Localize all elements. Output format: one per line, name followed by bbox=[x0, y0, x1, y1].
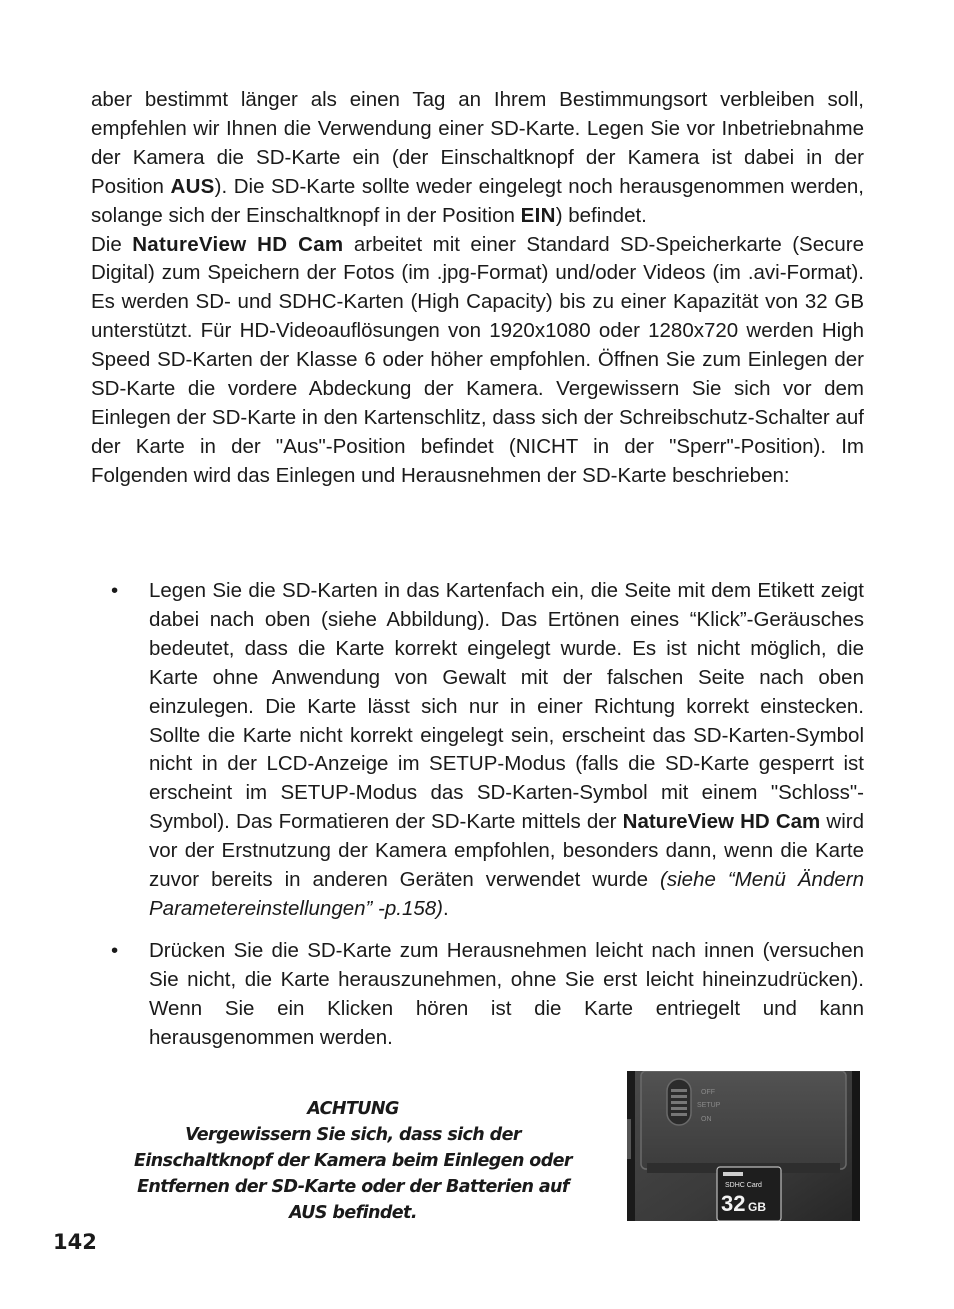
card-capacity-unit: GB bbox=[748, 1200, 766, 1214]
housing-clip bbox=[627, 1119, 631, 1159]
bullet-list bbox=[91, 577, 864, 1066]
bullet-marker: • bbox=[111, 579, 119, 602]
power-switch bbox=[667, 1079, 691, 1125]
sd-card bbox=[717, 1167, 781, 1221]
sd-card-photo bbox=[627, 1071, 860, 1221]
housing-right-edge bbox=[852, 1071, 860, 1221]
camera-card-slot-illustration bbox=[627, 1071, 860, 1221]
switch-label-setup: SETUP bbox=[697, 1102, 721, 1109]
bold-aus: AUS bbox=[170, 174, 215, 198]
card-type-label: SDHC Card bbox=[725, 1182, 762, 1189]
switch-label-off: OFF bbox=[701, 1089, 715, 1096]
list-item-remove-card: • Drücken Sie die SD-Karte zum Herausnehmen leicht nach innen (versuchen Sie nicht, die Karte herauszunehmen, ohne Sie erst leicht hineinzudrücken). Wenn Sie ein Klicken hören ist die Karte entriegelt und kann herausgenommen werden. bbox=[111, 938, 864, 1049]
paragraph-sd-card-intro: aber bestimmt länger als einen Tag an Ihrem Bestimmungsort verbleiben soll, empfehlen wir Ihnen die Verwendung einer SD-Karte. Legen Sie vor Inbetriebnahme der Kamera die SD-Karte ein (der Einschaltknopf der Kamera ist dabei in der Position AUS). Die SD-Karte sollte weder eingelegt noch herausgenommen werden, solange sich der Einschaltknopf in der Position EIN) befindet. bbox=[91, 88, 864, 227]
warning-box bbox=[120, 1096, 586, 1226]
bold-product-name: NatureView HD Cam bbox=[622, 810, 821, 834]
switch-label-on: ON bbox=[701, 1116, 712, 1123]
cross-reference: (siehe “Menü Ändern Parametereinstellungen” -p.158) bbox=[149, 868, 864, 920]
warning-title: ACHTUNG bbox=[307, 1099, 399, 1119]
bullet-marker: • bbox=[111, 938, 119, 962]
paragraph-sd-card-specs: Die NatureView HD Cam arbeitet mit einer Standard SD-Speicherkarte (Secure Digital) zum Speichern der Fotos (im .jpg-Format) und/oder Videos (im .avi-Format). Es werden SD- und SDHC-Karten (High Capacity) bis zu einer Kapazität von 32 GB unterstützt. Für HD-Videoauflösungen von 1920x1080 oder 1280x720 werden High Speed SD-Karten der Klasse 6 oder höher empfohlen. Öffnen Sie zum Einlegen der SD-Karte die vordere Abdeckung der Kamera. Vergewissern Sie sich vor dem Einlegen der SD-Karte in den Kartenschlitz, dass sich der Schreibschutz-Schalter auf der Karte in der "Aus"-Position befindet (NICHT in der "Sperr"-Position). Im Folgenden wird das Einlegen und Herausnehmen der SD-Karte beschrieben: bbox=[91, 232, 865, 487]
list-item-insert-card: • Legen Sie die SD-Karten in das Kartenfach ein, die Seite mit dem Etikett zeigt dabei nach oben (siehe Abbildung). Das Ertönen eines “Klick”-Geräusches bedeutet, dass die Karte korrekt eingelegt wurde. Es ist nicht möglich, die Karte ohne Anwendung von Gewalt mit der falschen Seite nach oben einzulegen. Die Karte lässt sich nur in einer Richtung korrekt einstecken. Sollte die Karte nicht korrekt eingelegt sein, erscheint das SD-Karten-Symbol nicht in der LCD-Anzeige im SETUP-Modus (falls die SD-Karte gesperrt ist erscheint im SETUP-Modus das SD-Karten-Symbol mit einem "Schloss"-Symbol). Das Formatieren der SD-Karte mittels der NatureView HD Cam wird vor der Erstnutzung der Kamera empfohlen, besonders dann, wenn die Karte zuvor bereits in anderen Geräten verwendet wurde (siehe “Menü Ändern Parametereinstellungen” -p.158). bbox=[111, 579, 864, 920]
warning-text: Vergewissern Sie sich, dass sich der Einschaltknopf der Kamera beim Einlegen oder Entfernen der SD-Karte oder der Batterien auf AUS befindet. bbox=[134, 1125, 572, 1223]
page-number: 142 bbox=[53, 1230, 97, 1254]
bold-product-name: NatureView HD Cam bbox=[132, 232, 344, 256]
body-text bbox=[91, 86, 864, 491]
card-capacity-number: 32 bbox=[721, 1191, 746, 1216]
bold-ein: EIN bbox=[520, 203, 556, 227]
